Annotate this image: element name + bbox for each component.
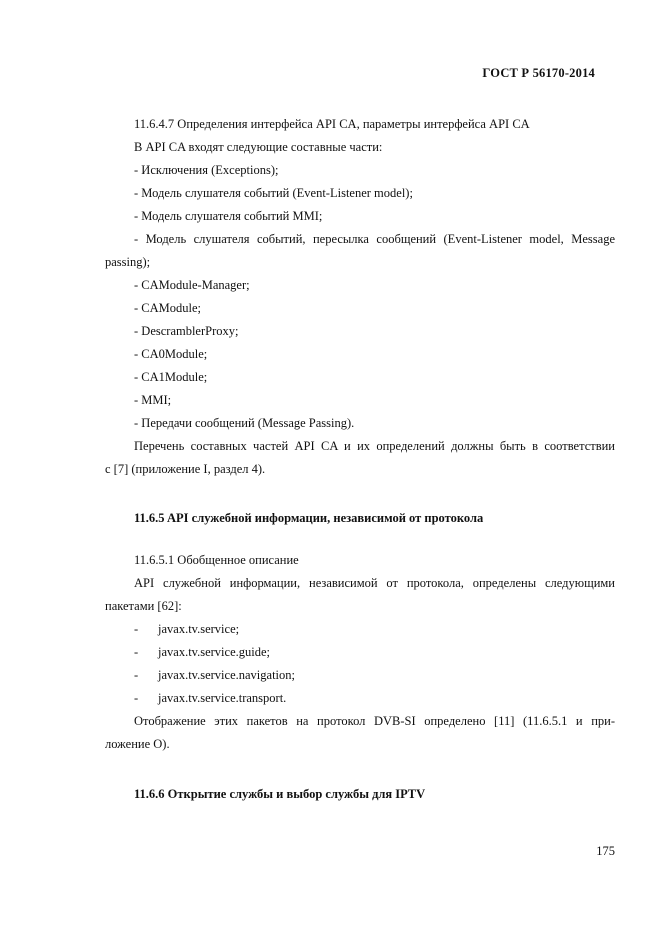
paragraph-line: пакетами [62]:: [105, 599, 182, 613]
bullet-marker: -: [134, 622, 139, 636]
bullet-marker: -: [134, 645, 139, 659]
paragraph-line: API служебной информации, независимой от протокола, определены следующими: [134, 576, 615, 590]
bullet-item: javax.tv.service.guide;: [158, 645, 270, 659]
list-item: - Модель слушателя событий MMI;: [134, 209, 323, 223]
list-item: - Исключения (Exceptions);: [134, 163, 279, 177]
list-item: - CA1Module;: [134, 370, 208, 384]
page-number: 175: [596, 844, 615, 858]
mapping-paragraph-line: ложение О).: [105, 737, 170, 751]
bullet-marker: -: [134, 668, 139, 682]
standard-id-header: ГОСТ Р 56170-2014: [482, 66, 595, 80]
closing-paragraph-line: с [7] (приложение I, раздел 4).: [105, 462, 266, 476]
list-item: - Передачи сообщений (Message Passing).: [134, 416, 355, 430]
section-intro: В API CA входят следующие составные части:: [134, 140, 383, 154]
section-heading-11-6-6: 11.6.6 Открытие службы и выбор службы для IPTV: [134, 787, 426, 801]
bullet-marker: -: [134, 691, 139, 705]
list-item: - CA0Module;: [134, 347, 208, 361]
bullet-item: javax.tv.service.transport.: [158, 691, 287, 705]
bullet-item: javax.tv.service;: [158, 622, 240, 636]
mapping-paragraph-line: Отображение этих пакетов на протокол DVB-SI определено [11] (11.6.5.1 и при-: [134, 714, 615, 728]
section-heading-11-6-4-7: 11.6.4.7 Определения интерфейса API CA, параметры интерфейса API CA: [134, 117, 530, 131]
list-item: - CAModule;: [134, 301, 202, 315]
bullet-item: javax.tv.service.navigation;: [158, 668, 295, 682]
list-item: - Модель слушателя событий (Event-Listener model);: [134, 186, 413, 200]
list-item: - CAModule-Manager;: [134, 278, 250, 292]
section-heading-11-6-5: 11.6.5 API служебной информации, независимой от протокола: [134, 511, 484, 525]
list-item: - Модель слушателя событий, пересылка сообщений (Event-Listener model, Message: [134, 232, 615, 246]
list-item-continuation: passing);: [105, 255, 151, 269]
sub-heading-11-6-5-1: 11.6.5.1 Обобщенное описание: [134, 553, 299, 567]
list-item: - DescramblerProxy;: [134, 324, 239, 338]
closing-paragraph-line: Перечень составных частей API CA и их определений должны быть в соответствии: [134, 439, 615, 453]
list-item: - MMI;: [134, 393, 172, 407]
